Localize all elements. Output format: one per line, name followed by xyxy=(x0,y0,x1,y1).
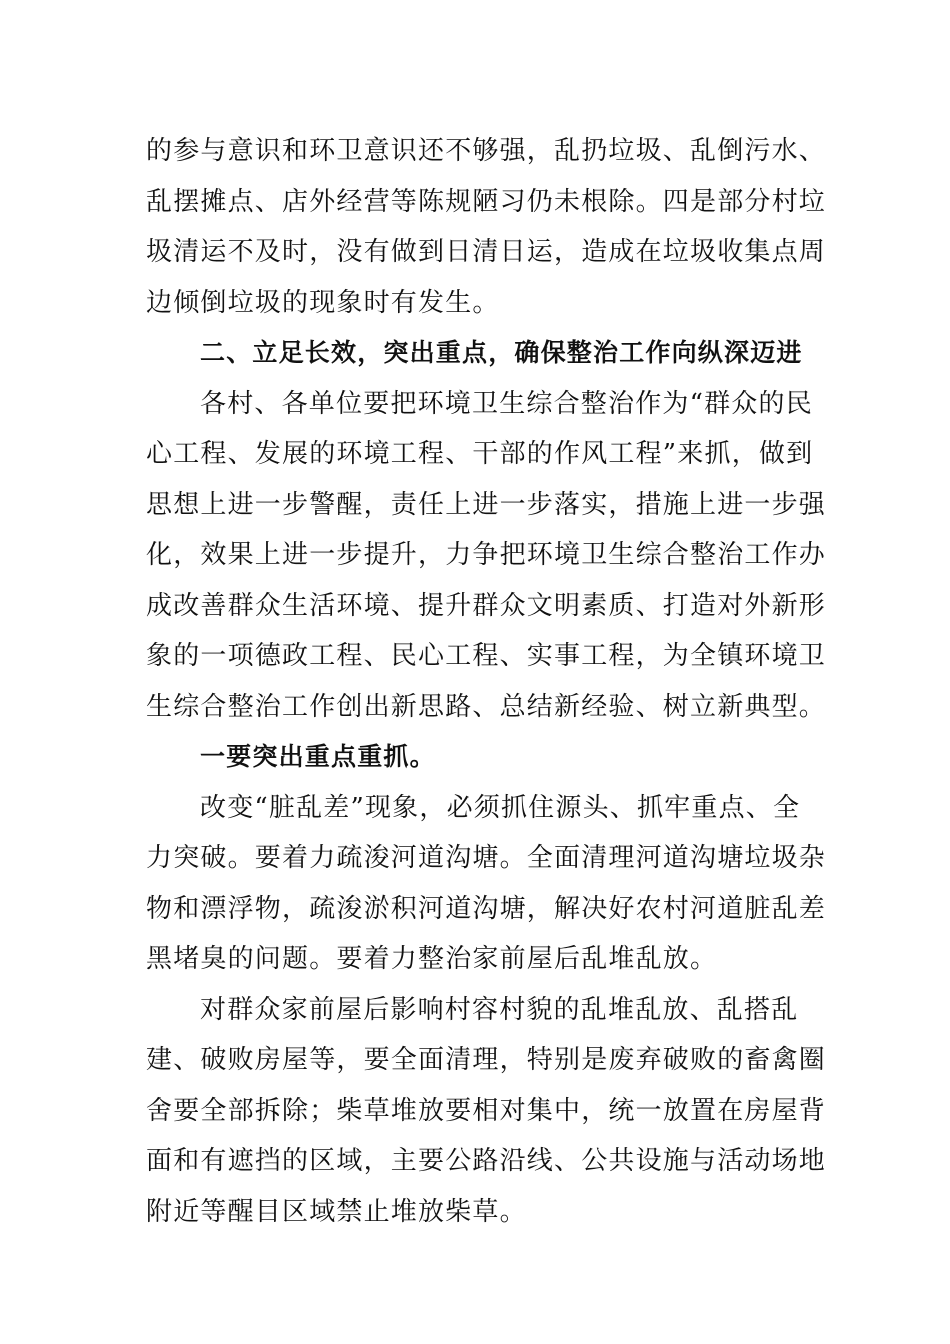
document-body xyxy=(146,126,826,1237)
paragraph-continuation: 的参与意识和环卫意识还不够强，乱扔垃圾、乱倒污水、乱摆摊点、店外经营等陈规陋习仍未根除。四是部分村垃圾清运不及时，没有做到日清日运，造成在垃圾收集点周边倾倒垃圾的现象时有发生。 xyxy=(146,136,827,318)
paragraph-yard-cleanup: 对群众家前屋后影响村容村貌的乱堆乱放、乱搭乱建、破败房屋等，要全面清理，特别是废弃破败的畜禽圈舍要全部拆除；柴草堆放要相对集中，统一放置在房屋背面和有遮挡的区域，主要公路沿线、公共设施与活动场地附近等醒目区域禁止堆放柴草。 xyxy=(146,994,827,1227)
paragraph-section-intro: 各村、各单位要把环境卫生综合整治作为“群众的民心工程、发展的环境工程、干部的作风工程”来抓，做到思想上进一步警醒，责任上进一步落实，措施上进一步强化，效果上进一步提升，力争把环境卫生综合整治工作办成改善群众生活环境、提升群众文明素质、打造对外新形象的一项德政工程、民心工程、实事工程，为全镇环境卫生综合整治工作创出新思路、总结新经验、树立新典型。 xyxy=(146,388,827,722)
subsection-heading-1: 一要突出重点重抓。 xyxy=(200,742,436,771)
paragraph-river-cleanup: 改变“脏乱差”现象，必须抓住源头、抓牢重点、全力突破。要着力疏浚河道沟塘。全面清理河道沟塘垃圾杂物和漂浮物，疏浚淤积河道沟塘，解决好农村河道脏乱差黑堵臭的问题。要着力整治家前屋后乱堆乱放。 xyxy=(146,792,827,974)
section-heading-2: 二、立足长效，突出重点，确保整治工作向纵深迈进 xyxy=(200,338,803,367)
